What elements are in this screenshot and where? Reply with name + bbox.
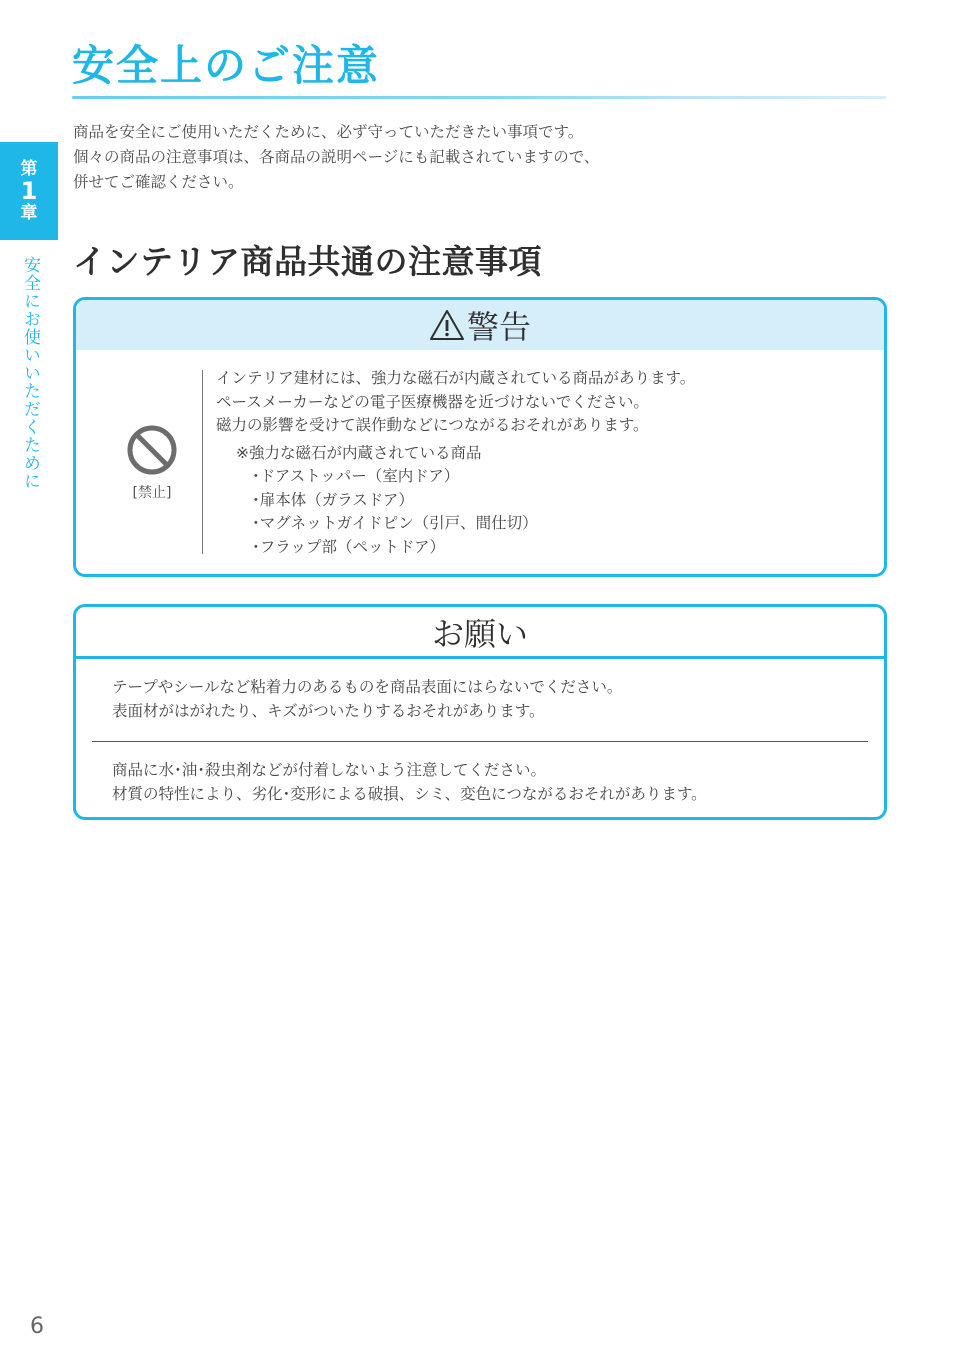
intro-text	[73, 120, 599, 195]
warning-triangle-icon	[429, 309, 465, 341]
magnet-product-list	[216, 442, 695, 560]
page-title: 安全上のご注意	[72, 41, 381, 90]
title-underline	[72, 96, 886, 99]
warning-text	[216, 367, 695, 559]
intro-line: 商品を安全にご使用いただくために、必ず守っていただきたい事項です。	[73, 123, 584, 141]
warning-header	[76, 300, 884, 350]
warning-line: インテリア建材には、強力な磁石が内蔵されている商品があります。	[216, 369, 696, 387]
warning-line: ペースメーカーなどの電子医療機器を近づけないでください。	[216, 392, 649, 411]
prohibition-icon	[126, 424, 178, 476]
warning-title: 警告	[466, 308, 531, 346]
list-item: ･ドアストッパー（室内ドア）	[252, 467, 460, 485]
chapter-prefix: 第	[20, 159, 38, 179]
divider-vertical	[202, 370, 203, 554]
request-line: 表面材がはがれたり、キズがついたりするおそれがあります。	[112, 702, 545, 720]
list-item: ･扉本体（ガラスドア）	[252, 490, 414, 509]
chapter-suffix: 章	[20, 203, 38, 223]
section-heading: インテリア商品共通の注意事項	[73, 242, 542, 281]
request-title: お願い	[431, 614, 528, 653]
list-item: ･マグネットガイドピン（引戸、間仕切）	[252, 514, 538, 532]
request-header	[76, 607, 884, 659]
intro-line: 併せてご確認ください。	[73, 173, 244, 191]
magnet-note: ※強力な磁石が内蔵されている商品	[236, 443, 482, 462]
side-section-label: 安全にお使いいただくために	[20, 256, 40, 490]
page-number: 6	[30, 1314, 44, 1339]
list-item: ･フラップ部（ペットドア）	[252, 537, 445, 556]
request-line: テープやシールなど粘着力のあるものを商品表面にはらないでください。	[112, 678, 623, 696]
warning-line: 磁力の影響を受けて誤作動などにつながるおそれがあります。	[216, 416, 649, 434]
prohibit-label: [禁止]	[132, 485, 172, 501]
request-line: 材質の特性により、劣化･変形による破損、シミ、変色につながるおそれがあります。	[112, 785, 707, 803]
warning-body	[76, 350, 884, 574]
request-box	[73, 604, 887, 820]
warning-box	[73, 297, 887, 577]
intro-line: 個々の商品の注意事項は、各商品の説明ページにも記載されていますので、	[73, 148, 600, 166]
request-section	[76, 742, 884, 806]
request-line: 商品に水･油･殺虫剤などが付着しないよう注意してください。	[112, 761, 547, 779]
prohibit-block	[124, 424, 180, 502]
chapter-number: 1	[20, 177, 38, 205]
chapter-tab	[0, 142, 58, 240]
request-section	[76, 659, 884, 741]
